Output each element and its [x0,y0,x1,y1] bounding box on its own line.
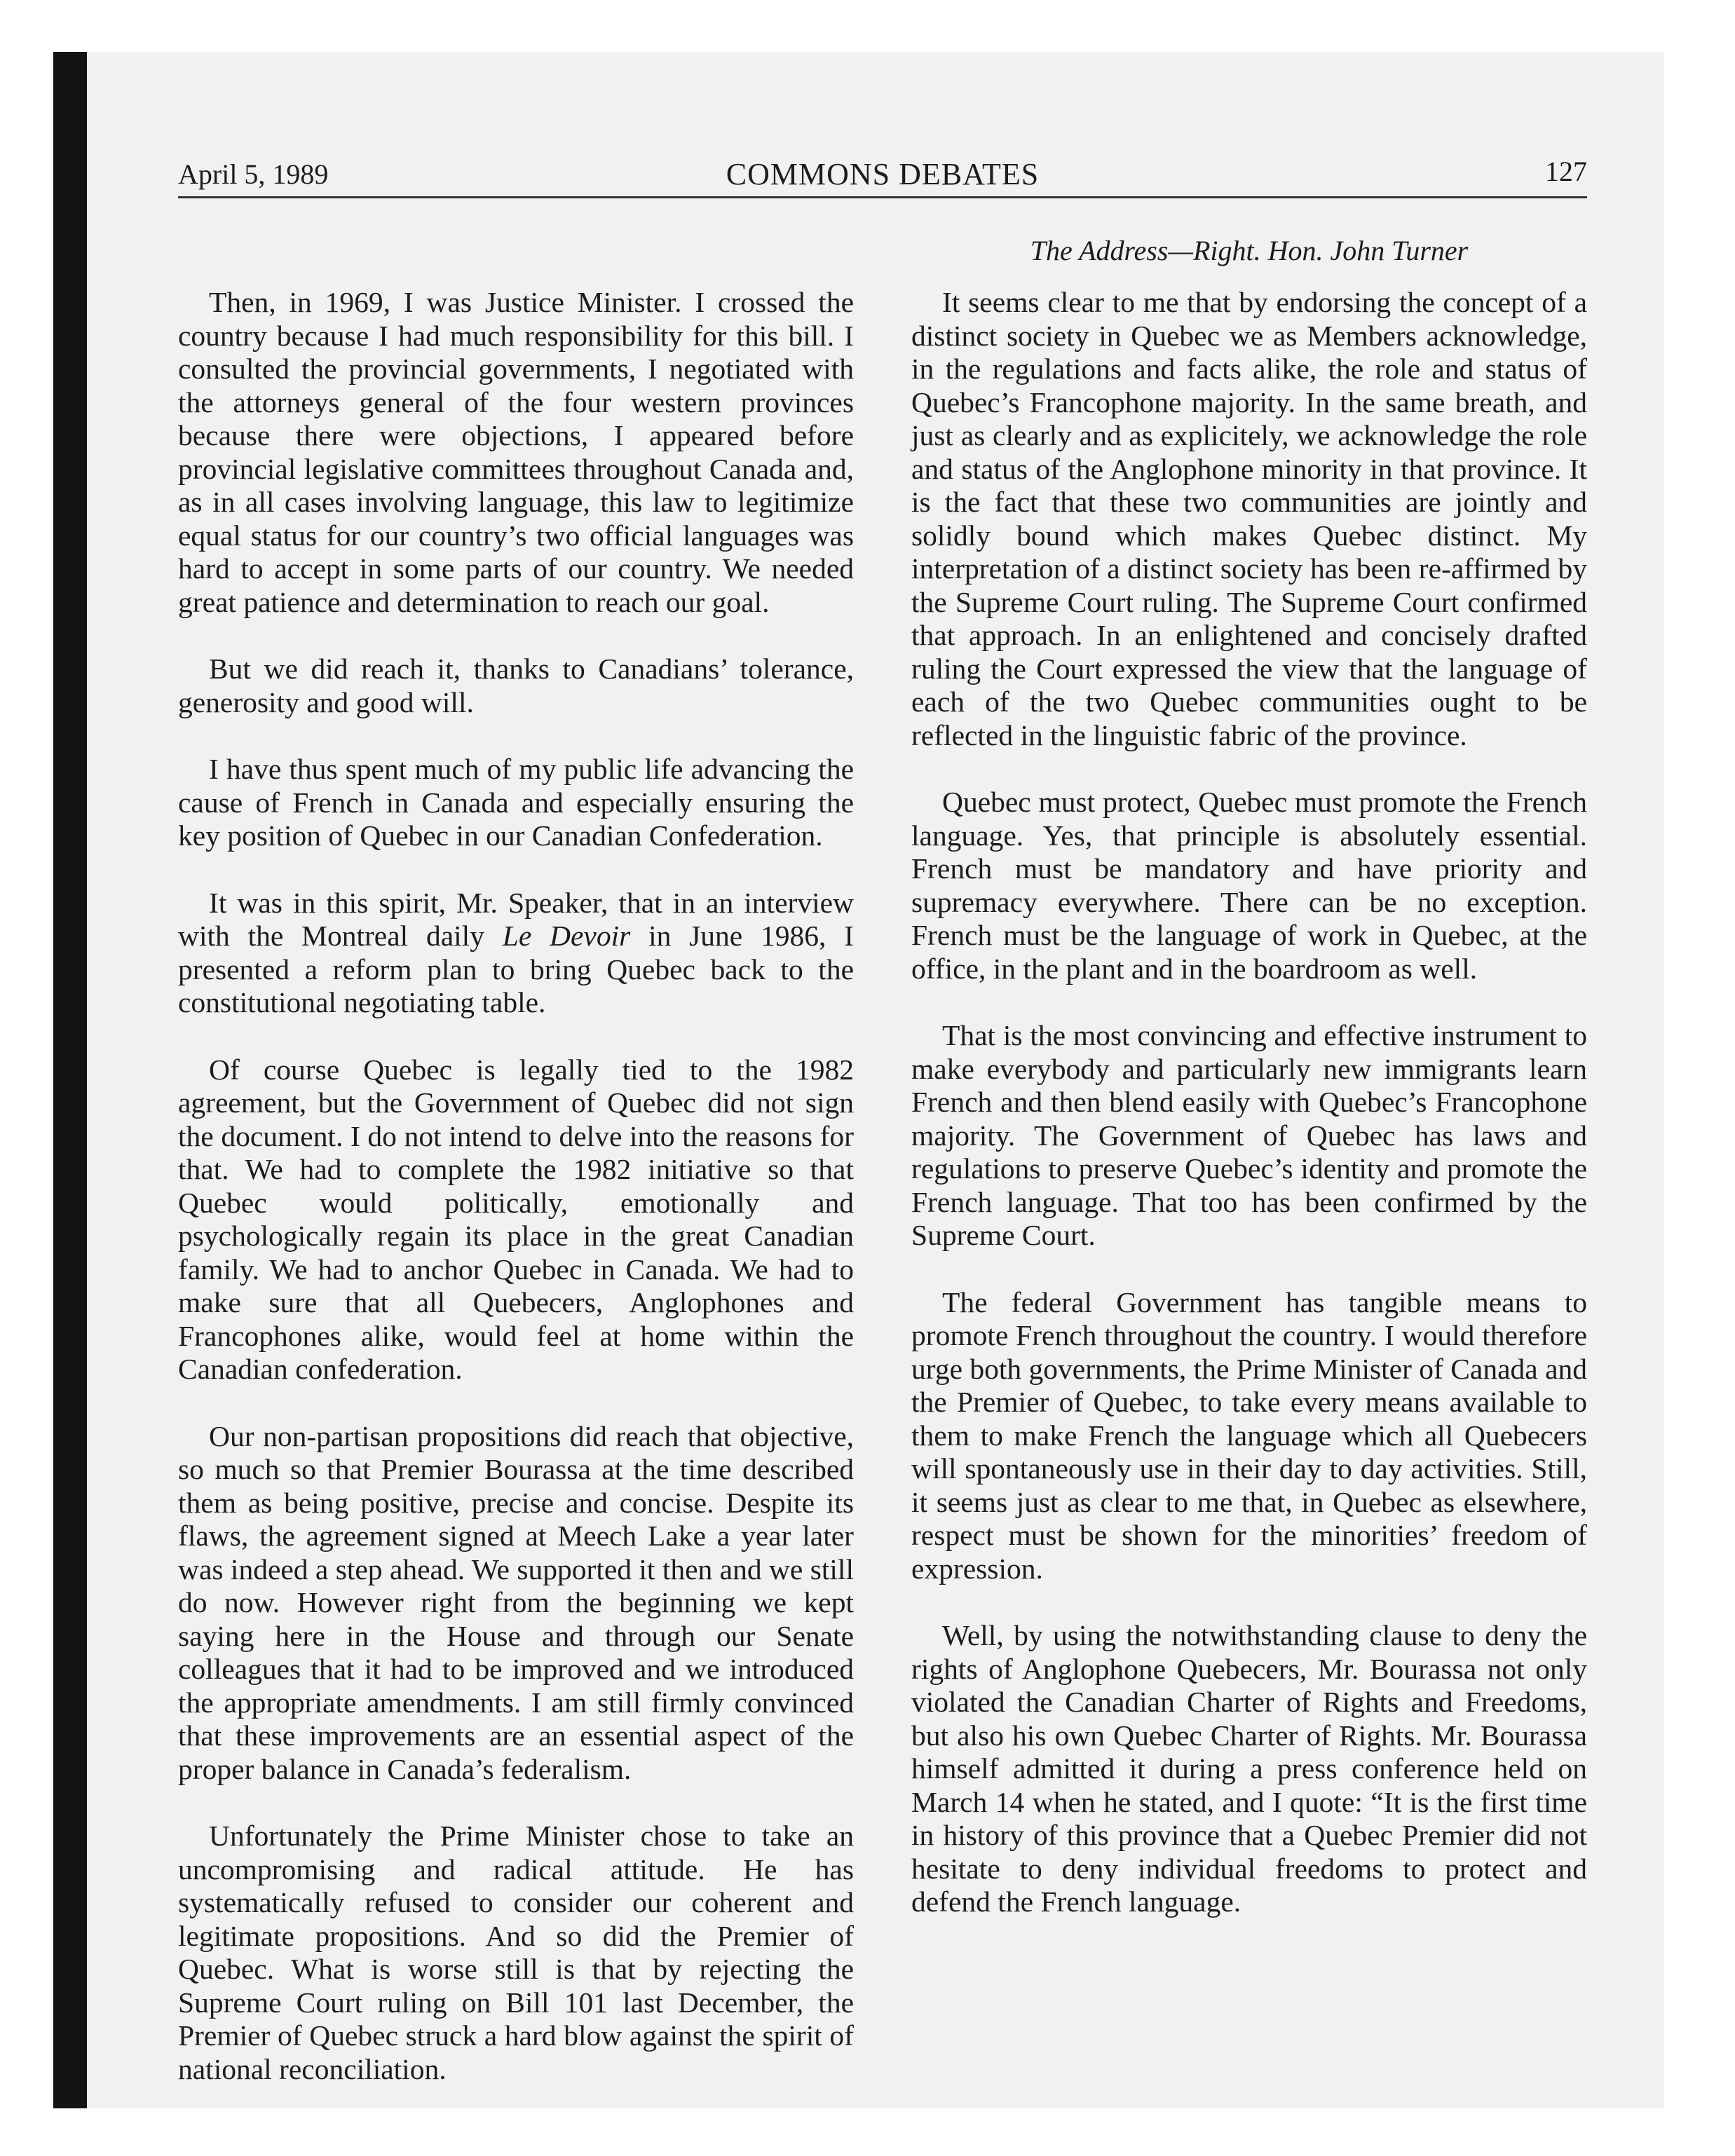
header-date: April 5, 1989 [178,158,329,190]
paragraph: Well, by using the notwithstanding clause to deny the rights of Anglophone Quebecers, Mr. Bourassa not only violated the Canadian Charter of Rights and Freedoms, but also his own Quebec Charter of Rights. Mr. Bourassa himself admitted it during a press conference held on March 14 when he stated, and I quote: “It is the first time in history of this province that a Quebec Premier did not hesitate to deny individual freedoms to protect and defend the French language. [911,1619,1587,1918]
paragraph [178,887,854,1020]
paragraph: It seems clear to me that by endorsing the concept of a distinct society in Quebec we as Members acknowledge, in the regulations and facts alike, the role and status of Quebec’s Francophone majority. In the same breath, and just as clearly and as explicitely, we acknowledge the role and status of the Anglophone minority in that province. It is the fact that these two communities are jointly and solidly bound which makes Quebec distinct. My interpretation of a distinct society has been re-affirmed by the Supreme Court ruling. The Supreme Court confirmed that approach. In an enlightened and concisely drafted ruling the Court expressed the view that the language of each of the two Quebec communities ought to be reflected in the linguistic fabric of the province. [911,286,1587,751]
newspaper-title: Le Devoir [502,920,631,952]
left-column [178,286,854,2086]
paragraph: The federal Government has tangible means to promote French throughout the country. I would therefore urge both governments, the Prime Minister of Canada and the Premier of Quebec, to take every means available to them to make French the language which all Quebecers will spontaneously use in their day to day activities. Still, it seems just as clear to me that, in Quebec as elsewhere, respect must be shown for the minorities’ freedom of expression. [911,1285,1587,1585]
paragraph: That is the most convincing and effective instrument to make everybody and particularly new immigrants learn French and then blend easily with Quebec’s Francophone majority. The Government of Quebec has laws and regulations to preserve Quebec’s identity and promote the French language. That too has been confirmed by the Supreme Court. [911,1019,1587,1251]
paragraph: I have thus spent much of my public life advancing the cause of French in Canada and especially ensuring the key position of Quebec in our Canadian Confederation. [178,753,854,852]
paragraph: Quebec must protect, Quebec must promote the French language. Yes, that principle is absolutely essential. French must be mandatory and have priority and supremacy everywhere. There can be no exception. French must be the language of work in Quebec, at the office, in the plant and in the boardroom as well. [911,786,1587,985]
page-header [178,156,1587,195]
page-number: 127 [1545,156,1587,187]
paragraph: Unfortunately the Prime Minister chose to take an uncompromising and radical attitude. He has systematically refused to consider our coherent and legitimate propositions. And so did the Premier of Quebec. What is worse still is that by rejecting the Supreme Court ruling on Bill 101 last December, the Premier of Quebec struck a hard blow against the spirit of national reconciliation. [178,1820,854,2085]
paragraph: Our non-partisan propositions did reach that objective, so much so that Premier Bourassa at the time described them as being positive, precise and concise. Despite its flaws, the agreement signed at Meech Lake a year later was indeed a step ahead. We supported it then and we still do now. However right from the beginning we kept saying here in the House and through our Senate colleagues that it had to be improved and we introduced the appropriate amendments. I am still firmly convinced that these improvements are an essential aspect of the proper balance in Canada’s federalism. [178,1419,854,1785]
paragraph: But we did reach it, thanks to Canadians’ tolerance, generosity and good will. [178,653,854,718]
paragraph-text: It was in this spirit, Mr. Speaker, that in an interview with the Montreal daily [178,886,854,952]
binding-edge [53,52,87,2108]
paragraph: Of course Quebec is legally tied to the 1982 agreement, but the Government of Quebec did not sign the document. I do not intend to delve into the reasons for that. We had to complete the 1982 initiative so that Quebec would politically, emotionally and psychologically regain its place in the great Canadian family. We had to anchor Quebec in Canada. We had to make sure that all Quebecers, Anglophones and Francophones alike, would feel at home within the Canadian confederation. [178,1053,854,1385]
paragraph-text: in June 1986, I presented a reform plan to bring Quebec back to the constitutional negotiating table. [178,920,854,1018]
header-title: COMMONS DEBATES [726,157,1040,191]
paragraph: Then, in 1969, I was Justice Minister. I crossed the country because I had much responsibility for this bill. I consulted the provincial governments, I negotiated with the attorneys general of the four western provinces because there were objections, I appeared before provincial legislative committees throughout Canada and, as in all cases involving language, this law to legitimize equal status for our country’s two official languages was hard to accept in some parts of our country. We needed great patience and determination to reach our goal. [178,286,854,618]
header-rule [178,196,1587,198]
right-column [911,286,1587,1919]
running-head: The Address—Right. Hon. John Turner [1030,235,1469,266]
